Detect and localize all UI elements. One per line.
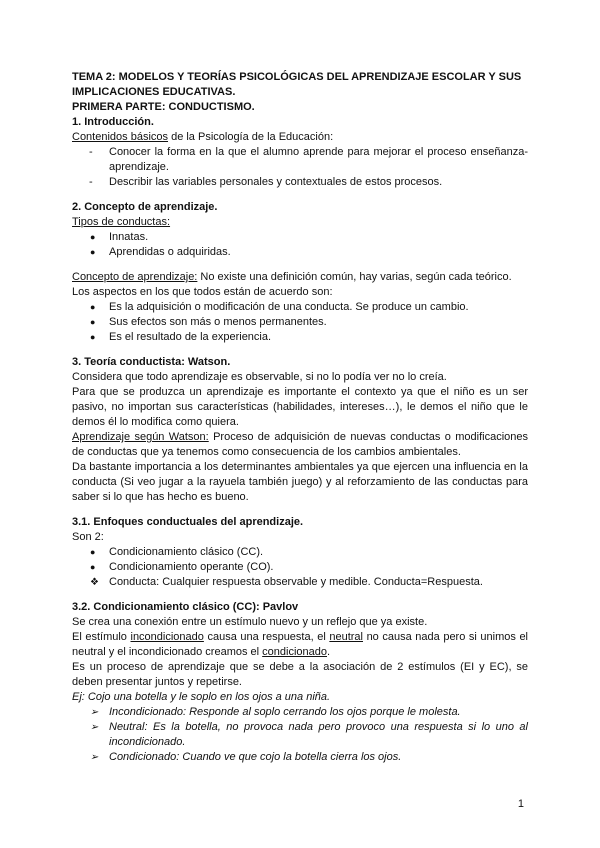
enfoques-list (72, 545, 528, 590)
section-3-heading: 3. Teoría conductista: Watson. (72, 356, 231, 368)
bullet-marker: ● (90, 302, 96, 312)
bullet-marker: ● (90, 317, 96, 327)
list-item-text: Aprendidas o adquiridas. (109, 246, 231, 258)
intro-rest: de la Psicología de la Educación: (168, 131, 334, 143)
section-3-2-paragraph-2 (72, 630, 528, 660)
aspectos-paragraph: Los aspectos en los que todos están de acuerdo son: (72, 286, 333, 298)
section-2-heading: 2. Concepto de aprendizaje. (72, 201, 218, 213)
text-run: causa una respuesta, el (203, 631, 330, 643)
list-item (72, 720, 528, 750)
list-item-text: Sus efectos son más o menos permanentes. (109, 316, 327, 328)
watson-underlined: Aprendizaje según Watson: (72, 431, 209, 443)
section-3-paragraph-4: Da bastante importancia a los determinantes ambientales ya que ejercen una influencia en la conducta (Si veo jugar a la rayuela también juego) y al reforzamiento de las conductas para saber si lo que has hecho es bueno. (72, 461, 528, 503)
underlined-term: incondicionado (130, 631, 204, 643)
part-heading: PRIMERA PARTE: CONDUCTISMO. (72, 101, 255, 113)
bullet-marker: ● (90, 232, 96, 242)
list-item-text: Condicionado: Cuando ve que cojo la botella cierra los ojos. (109, 751, 402, 763)
section-3-2-paragraph-1: Se crea una conexión entre un estímulo nuevo y un reflejo que ya existe. (72, 616, 428, 628)
text-run: El estímulo (72, 631, 131, 643)
list-item-text: Innatas. (109, 231, 149, 243)
list-item (72, 560, 528, 575)
concepto-rest: No existe una definición común, hay varias, según cada teórico. (197, 271, 512, 283)
diamond-bullet-icon: ❖ (90, 577, 99, 588)
tipos-list (72, 230, 528, 260)
arrow-bullet-icon: ➢ (90, 752, 99, 763)
list-item (72, 245, 528, 260)
aspectos-list (72, 300, 528, 345)
bullet-marker: ● (90, 547, 96, 557)
list-item (72, 750, 528, 765)
bullet-marker: ● (90, 562, 96, 572)
list-item (72, 230, 528, 245)
section-1-heading: 1. Introducción. (72, 116, 154, 128)
example-line: Ej: Cojo una botella y le soplo en los ojos a una niña. (72, 691, 331, 703)
text-run: no causa nada pero si unimos el neutral y el incondicionado creamos el (72, 631, 529, 658)
list-item (72, 575, 528, 590)
list-item (72, 175, 528, 190)
section-3-2-paragraph-3: Es un proceso de aprendizaje que se debe a la asociación de 2 estímulos (EI y EC), se deben presentar juntos y repetirse. (72, 661, 528, 688)
concepto-paragraph (72, 270, 528, 285)
arrow-bullet-icon: ➢ (90, 707, 99, 718)
list-item (72, 330, 528, 345)
watson-rest: Proceso de adquisición de nuevas conductas o modificaciones de conductas que ya tenemos como consecuencia de los cambios ambientales. (72, 431, 528, 458)
section-3-paragraph-3 (72, 430, 528, 460)
bullet-marker: ● (90, 332, 96, 342)
example-list (72, 705, 528, 765)
dash-marker: - (89, 176, 93, 188)
underlined-term: neutral (329, 631, 363, 643)
section-1-intro (72, 130, 528, 145)
page-number: 1 (517, 798, 524, 810)
son-label: Son 2: (72, 531, 104, 543)
tipos-label: Tipos de conductas: (72, 216, 171, 228)
section-3-1-heading: 3.1. Enfoques conductuales del aprendizaje. (72, 516, 304, 528)
list-item-text: Condicionamiento operante (CO). (109, 561, 274, 573)
arrow-bullet-icon: ➢ (90, 722, 99, 733)
list-item-text: Es la adquisición o modificación de una conducta. Se produce un cambio. (109, 301, 469, 313)
list-item-text: Condicionamiento clásico (CC). (109, 546, 264, 558)
section-3-2-heading: 3.2. Condicionamiento clásico (CC): Pavlov (72, 601, 299, 613)
section-3-paragraph-2: Para que se produzca un aprendizaje es importante el contexto ya que el niño es un ser pasivo, no importan sus características (habilidades, intereses…), le demos el niño que le demos él lo modifica como quiera. (72, 386, 528, 428)
underlined-term: condicionado (262, 646, 328, 658)
list-item (72, 705, 528, 720)
list-item (72, 315, 528, 330)
list-item (72, 545, 528, 560)
list-item-text: Conocer la forma en la que el alumno aprende para mejorar el proceso enseñanza-aprendizaje. (109, 146, 528, 173)
intro-underlined: Contenidos básicos (72, 131, 169, 143)
list-item-text: Conducta: Cualquier respuesta observable y medible. Conducta=Respuesta. (109, 576, 483, 588)
section-3-paragraph-1: Considera que todo aprendizaje es observable, si no lo podía ver no lo creía. (72, 371, 447, 383)
title-line-2: IMPLICACIONES EDUCATIVAS. (72, 86, 236, 98)
title-line-1: TEMA 2: MODELOS Y TEORÍAS PSICOLÓGICAS DEL APRENDIZAJE ESCOLAR Y SUS (72, 71, 522, 83)
bullet-marker: ● (90, 247, 96, 257)
list-item (72, 300, 528, 315)
concepto-underlined: Concepto de aprendizaje: (72, 271, 198, 283)
text-run: . (327, 646, 331, 658)
list-item (72, 145, 528, 175)
section-1-list (72, 145, 528, 190)
dash-marker: - (89, 146, 93, 158)
document-page (72, 70, 528, 765)
list-item-text: Describir las variables personales y contextuales de estos procesos. (109, 176, 443, 188)
list-item-text: Incondicionado: Responde al soplo cerrando los ojos porque le molesta. (109, 706, 461, 718)
list-item-text: Neutral: Es la botella, no provoca nada pero provoco una respuesta si lo uno al incondicionado. (109, 721, 528, 748)
list-item-text: Es el resultado de la experiencia. (109, 331, 272, 343)
